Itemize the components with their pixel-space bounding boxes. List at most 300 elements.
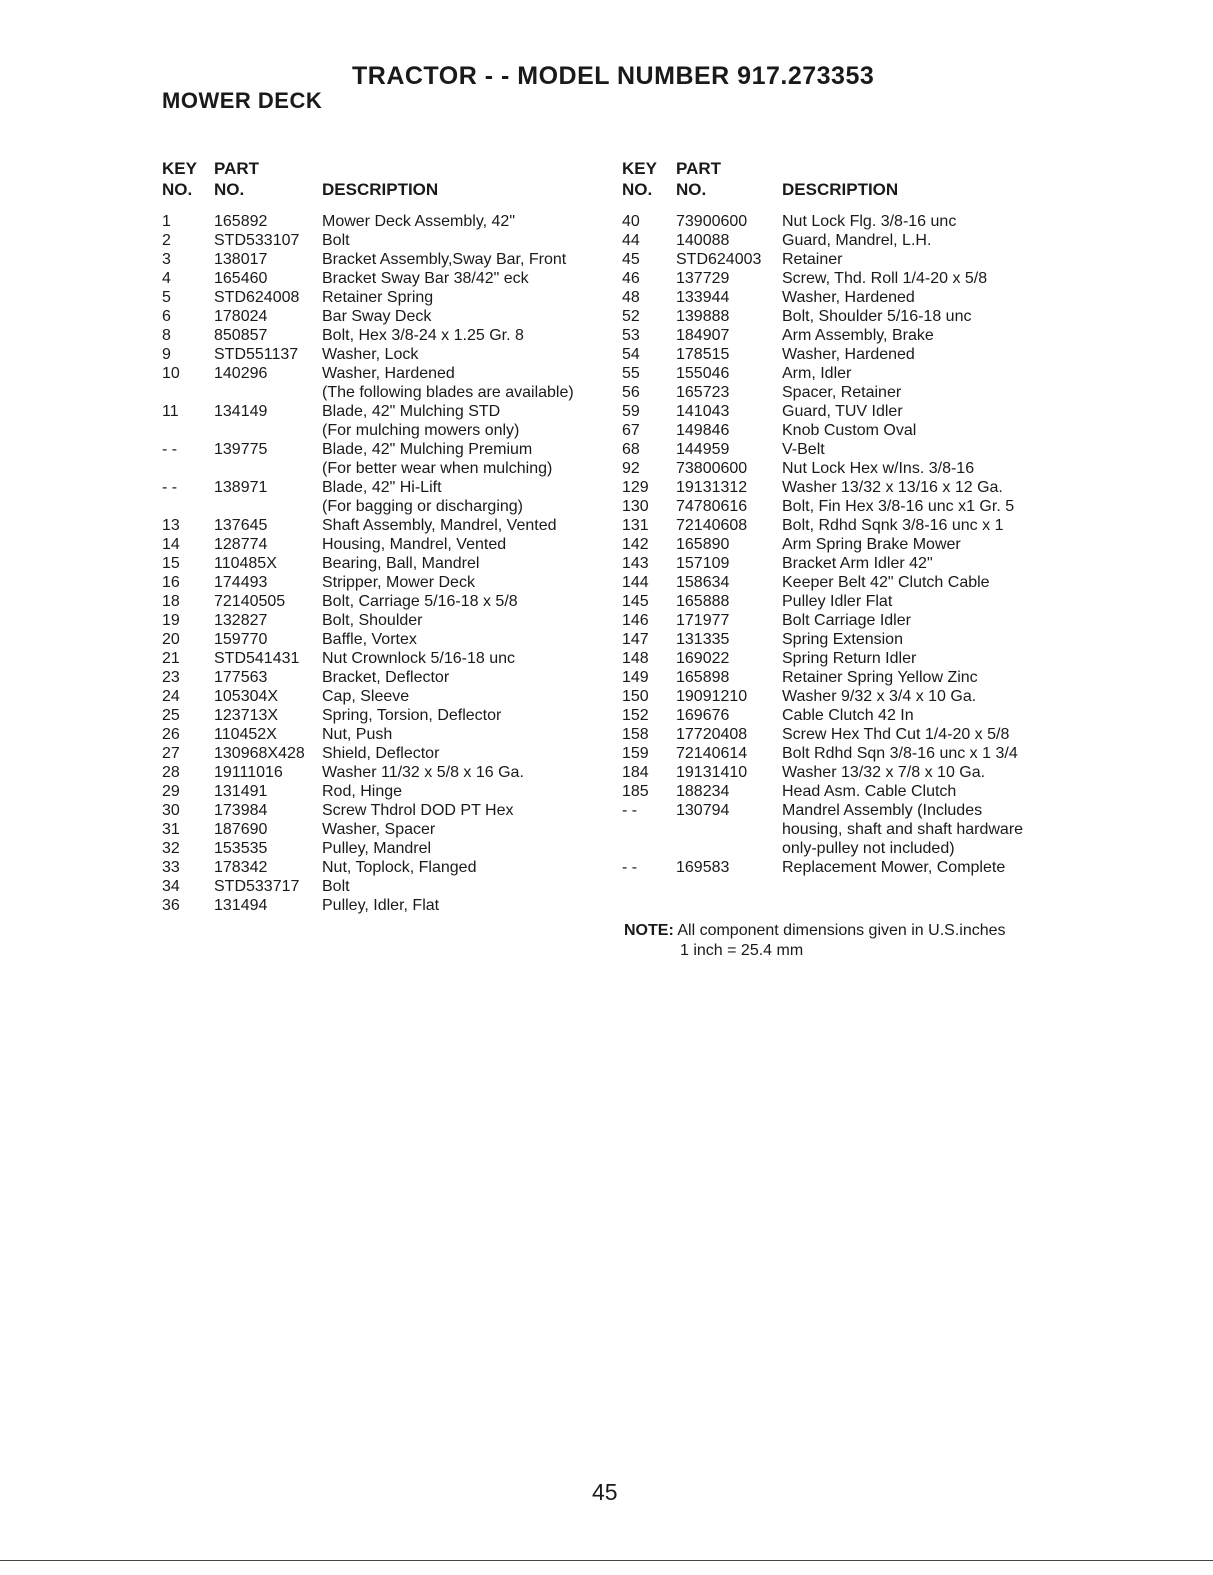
part-description: Shield, Deflector	[322, 745, 440, 762]
parts-row	[622, 497, 1062, 516]
part-number: 74780616	[676, 498, 748, 515]
key-number: 4	[162, 270, 171, 287]
part-description: Bracket Assembly,Sway Bar, Front	[322, 251, 567, 268]
part-description: Bolt	[322, 232, 350, 249]
parts-row	[622, 706, 1062, 725]
part-description: Washer, Lock	[322, 346, 419, 363]
key-number: 45	[622, 251, 640, 268]
parts-row	[622, 687, 1062, 706]
part-number: 141043	[676, 403, 730, 420]
part-description: Bolt Rdhd Sqn 3/8-16 unc x 1 3/4	[782, 745, 1018, 762]
part-description: Retainer Spring Yellow Zinc	[782, 669, 978, 686]
key-number: 5	[162, 289, 171, 306]
key-number: 27	[162, 745, 180, 762]
key-number: - -	[162, 441, 178, 458]
right-header-key	[622, 158, 657, 200]
part-description: Bar Sway Deck	[322, 308, 432, 325]
parts-row	[622, 440, 1062, 459]
part-number: STD624003	[676, 251, 762, 268]
part-number: 165892	[214, 213, 268, 230]
left-header-key-line2: NO.	[162, 180, 193, 199]
part-description: Spring, Torsion, Deflector	[322, 707, 502, 724]
key-number: 11	[162, 403, 179, 420]
part-description: Stripper, Mower Deck	[322, 574, 475, 591]
part-number: 144959	[676, 441, 730, 458]
part-number: 110485X	[214, 555, 277, 572]
part-description: Nut, Push	[322, 726, 393, 743]
part-number: 131491	[214, 783, 268, 800]
key-number: 21	[162, 650, 180, 667]
parts-row	[162, 592, 602, 611]
parts-row	[162, 231, 602, 250]
parts-row	[162, 763, 602, 782]
key-number: 149	[622, 669, 649, 686]
key-number: 143	[622, 555, 649, 572]
parts-row	[162, 630, 602, 649]
key-number: 48	[622, 289, 640, 306]
part-number: 72140505	[214, 593, 286, 610]
part-description: Spring Extension	[782, 631, 903, 648]
part-description: Replacement Mower, Complete	[782, 859, 1006, 876]
key-number: 18	[162, 593, 180, 610]
part-description: Washer 13/32 x 7/8 x 10 Ga.	[782, 764, 986, 781]
part-description: Bracket, Deflector	[322, 669, 450, 686]
parts-row	[622, 725, 1062, 744]
part-description: Cap, Sleeve	[322, 688, 410, 705]
left-header-key-line1: KEY	[162, 159, 197, 178]
part-number: 159770	[214, 631, 268, 648]
key-number: 59	[622, 403, 640, 420]
part-description: Cable Clutch 42 In	[782, 707, 914, 724]
key-number: 142	[622, 536, 649, 553]
part-description: Bolt, Hex 3/8-24 x 1.25 Gr. 8	[322, 327, 524, 344]
key-number: 54	[622, 346, 640, 363]
parts-row	[162, 459, 602, 478]
key-number: 24	[162, 688, 180, 705]
part-description: Washer, Hardened	[782, 289, 915, 306]
part-description: Bracket Sway Bar 38/42" eck	[322, 270, 529, 287]
parts-row	[622, 402, 1062, 421]
key-number: 130	[622, 498, 649, 515]
key-number: 34	[162, 878, 180, 895]
part-description: Washer, Spacer	[322, 821, 436, 838]
parts-row	[162, 687, 602, 706]
part-description: Retainer	[782, 251, 843, 268]
part-description: housing, shaft and shaft hardware	[782, 821, 1024, 838]
key-number: 184	[622, 764, 649, 781]
part-number: 149846	[676, 422, 730, 439]
part-number: 138971	[214, 479, 268, 496]
part-description: Washer 13/32 x 13/16 x 12 Ga.	[782, 479, 1003, 496]
key-number: 3	[162, 251, 171, 268]
key-number: 14	[162, 536, 180, 553]
key-number: 32	[162, 840, 180, 857]
page-title: TRACTOR - - MODEL NUMBER 917.273353	[352, 62, 875, 90]
parts-row	[162, 402, 602, 421]
parts-row	[162, 744, 602, 763]
part-number: 19091210	[676, 688, 748, 705]
parts-row	[162, 326, 602, 345]
key-number: 33	[162, 859, 180, 876]
left-header-part-line2: NO.	[214, 180, 245, 199]
key-number: 19	[162, 612, 180, 629]
part-number: STD533717	[214, 878, 300, 895]
part-number: STD624008	[214, 289, 300, 306]
part-description: V-Belt	[782, 441, 825, 458]
key-number: 147	[622, 631, 649, 648]
part-description: Head Asm. Cable Clutch	[782, 783, 957, 800]
part-number: 130794	[676, 802, 730, 819]
part-description: Knob Custom Oval	[782, 422, 917, 439]
parts-row	[622, 307, 1062, 326]
part-number: 165888	[676, 593, 730, 610]
part-number: 169022	[676, 650, 730, 667]
part-description: Washer, Hardened	[782, 346, 915, 363]
part-description: Washer 9/32 x 3/4 x 10 Ga.	[782, 688, 977, 705]
key-number: 92	[622, 460, 640, 477]
parts-row	[622, 345, 1062, 364]
part-number: 123713X	[214, 707, 279, 724]
parts-row	[622, 744, 1062, 763]
part-number: 132827	[214, 612, 268, 629]
key-number: 25	[162, 707, 180, 724]
parts-row	[622, 839, 1062, 858]
key-number: - -	[622, 802, 638, 819]
part-number: 140296	[214, 365, 268, 382]
part-number: 178515	[676, 346, 730, 363]
key-number: - -	[162, 479, 178, 496]
parts-row	[162, 250, 602, 269]
key-number: 159	[622, 745, 649, 762]
parts-row	[622, 459, 1062, 478]
parts-row	[162, 706, 602, 725]
part-number: 17720408	[676, 726, 748, 743]
parts-row	[622, 212, 1062, 231]
key-number: 30	[162, 802, 180, 819]
note-text: All component dimensions given in U.S.inches	[677, 922, 1006, 939]
right-header-key-line1: KEY	[622, 159, 657, 178]
parts-row	[162, 649, 602, 668]
key-number: 55	[622, 365, 640, 382]
part-description: Washer 11/32 x 5/8 x 16 Ga.	[322, 764, 524, 781]
part-number: 153535	[214, 840, 268, 857]
key-number: 67	[622, 422, 640, 439]
key-number: 68	[622, 441, 640, 458]
key-number: 1	[162, 213, 171, 230]
dimensions-note	[624, 921, 1006, 941]
key-number: 29	[162, 783, 180, 800]
parts-row	[622, 288, 1062, 307]
parts-row	[162, 383, 602, 402]
parts-row	[622, 763, 1062, 782]
part-description: (For mulching mowers only)	[322, 422, 520, 439]
part-description: Guard, TUV Idler	[782, 403, 903, 420]
parts-row	[622, 630, 1062, 649]
part-description: Guard, Mandrel, L.H.	[782, 232, 932, 249]
part-number: 184907	[676, 327, 730, 344]
part-description: Bracket Arm Idler 42"	[782, 555, 933, 572]
part-number: 137729	[676, 270, 730, 287]
parts-row	[622, 383, 1062, 402]
part-number: 188234	[676, 783, 730, 800]
page-number: 45	[592, 1479, 618, 1505]
key-number: 131	[622, 517, 649, 534]
parts-row	[162, 725, 602, 744]
part-description: Nut Crownlock 5/16-18 unc	[322, 650, 515, 667]
part-description: Washer, Hardened	[322, 365, 455, 382]
part-number: 850857	[214, 327, 268, 344]
part-description: Screw Thdrol DOD PT Hex	[322, 802, 514, 819]
key-number: 31	[162, 821, 180, 838]
part-description: Screw, Thd. Roll 1/4-20 x 5/8	[782, 270, 988, 287]
part-description: Shaft Assembly, Mandrel, Vented	[322, 517, 557, 534]
key-number: 6	[162, 308, 171, 325]
parts-row	[622, 611, 1062, 630]
part-number: 165460	[214, 270, 268, 287]
parts-row	[622, 820, 1062, 839]
parts-row	[162, 478, 602, 497]
parts-row	[622, 554, 1062, 573]
key-number: 8	[162, 327, 171, 344]
part-number: 133944	[676, 289, 730, 306]
part-number: STD541431	[214, 650, 300, 667]
part-number: STD551137	[214, 346, 299, 363]
part-description: Nut Lock Flg. 3/8-16 unc	[782, 213, 957, 230]
right-parts-list	[622, 212, 1062, 877]
parts-row	[162, 782, 602, 801]
part-description: Baffle, Vortex	[322, 631, 417, 648]
part-number: 134149	[214, 403, 268, 420]
parts-row	[162, 820, 602, 839]
key-number: 13	[162, 517, 180, 534]
part-description: Mandrel Assembly (Includes	[782, 802, 983, 819]
left-header-key	[162, 158, 197, 200]
parts-row	[162, 212, 602, 231]
parts-row	[622, 649, 1062, 668]
parts-row	[162, 345, 602, 364]
key-number: 129	[622, 479, 649, 496]
part-number: 171977	[676, 612, 730, 629]
right-header-key-line2: NO.	[622, 180, 653, 199]
parts-row	[622, 782, 1062, 801]
part-number: STD533107	[214, 232, 300, 249]
part-description: Blade, 42" Hi-Lift	[322, 479, 442, 496]
part-number: 177563	[214, 669, 268, 686]
key-number: 52	[622, 308, 640, 325]
parts-row	[162, 535, 602, 554]
part-number: 110452X	[214, 726, 277, 743]
part-number: 155046	[676, 365, 730, 382]
key-number: 36	[162, 897, 180, 914]
part-description: (For better wear when mulching)	[322, 460, 553, 477]
parts-row	[162, 288, 602, 307]
parts-row	[622, 364, 1062, 383]
right-header-description: DESCRIPTION	[782, 180, 899, 199]
part-number: 19111016	[214, 764, 283, 781]
key-number: - -	[622, 859, 638, 876]
part-description: Blade, 42" Mulching Premium	[322, 441, 533, 458]
part-number: 157109	[676, 555, 730, 572]
part-description: Screw Hex Thd Cut 1/4-20 x 5/8	[782, 726, 1010, 743]
part-description: Spring Return Idler	[782, 650, 917, 667]
part-description: Rod, Hinge	[322, 783, 403, 800]
left-header-part-line1: PART	[214, 159, 260, 178]
bottom-rule	[0, 1560, 1213, 1561]
parts-row	[162, 497, 602, 516]
part-description: Bolt, Rdhd Sqnk 3/8-16 unc x 1	[782, 517, 1004, 534]
part-description: Arm Assembly, Brake	[782, 327, 934, 344]
key-number: 145	[622, 593, 649, 610]
parts-row	[162, 554, 602, 573]
key-number: 9	[162, 346, 171, 363]
key-number: 158	[622, 726, 649, 743]
parts-row	[162, 269, 602, 288]
part-description: Housing, Mandrel, Vented	[322, 536, 507, 553]
key-number: 46	[622, 270, 640, 287]
part-number: 72140608	[676, 517, 748, 534]
parts-row	[162, 611, 602, 630]
part-description: Retainer Spring	[322, 289, 434, 306]
part-description: Bearing, Ball, Mandrel	[322, 555, 480, 572]
part-description: Arm, Idler	[782, 365, 852, 382]
part-description: (The following blades are available)	[322, 384, 574, 401]
part-number: 19131312	[676, 479, 748, 496]
part-number: 139888	[676, 308, 730, 325]
key-number: 10	[162, 365, 180, 382]
part-number: 178024	[214, 308, 268, 325]
part-description: only-pulley not included)	[782, 840, 955, 857]
parts-row	[622, 326, 1062, 345]
parts-row	[622, 858, 1062, 877]
part-description: Nut, Toplock, Flanged	[322, 859, 477, 876]
key-number: 23	[162, 669, 180, 686]
part-number: 131335	[676, 631, 730, 648]
left-parts-list	[162, 212, 602, 915]
key-number: 152	[622, 707, 649, 724]
note-label: NOTE:	[624, 922, 674, 939]
parts-row	[162, 573, 602, 592]
parts-row	[162, 801, 602, 820]
key-number: 26	[162, 726, 180, 743]
part-number: 73900600	[676, 213, 748, 230]
key-number: 144	[622, 574, 649, 591]
key-number: 53	[622, 327, 640, 344]
parts-row	[162, 839, 602, 858]
parts-row	[622, 801, 1062, 820]
part-number: 73800600	[676, 460, 748, 477]
part-description: Bolt	[322, 878, 350, 895]
key-number: 2	[162, 232, 171, 249]
part-number: 169676	[676, 707, 730, 724]
key-number: 40	[622, 213, 640, 230]
parts-row	[162, 440, 602, 459]
parts-row	[622, 421, 1062, 440]
section-title: MOWER DECK	[162, 88, 323, 113]
part-description: Bolt, Shoulder	[322, 612, 423, 629]
parts-row	[162, 858, 602, 877]
key-number: 44	[622, 232, 640, 249]
key-number: 185	[622, 783, 649, 800]
parts-row	[622, 478, 1062, 497]
part-number: 174493	[214, 574, 268, 591]
key-number: 148	[622, 650, 649, 667]
parts-row	[622, 592, 1062, 611]
key-number: 56	[622, 384, 640, 401]
part-number: 139775	[214, 441, 268, 458]
parts-row	[162, 668, 602, 687]
part-number: 165898	[676, 669, 730, 686]
key-number: 20	[162, 631, 180, 648]
part-number: 187690	[214, 821, 268, 838]
part-number: 72140614	[676, 745, 748, 762]
part-number: 105304X	[214, 688, 279, 705]
parts-row	[622, 250, 1062, 269]
part-description: Blade, 42" Mulching STD	[322, 403, 501, 420]
left-header-description: DESCRIPTION	[322, 180, 439, 199]
part-number: 131494	[214, 897, 268, 914]
parts-row	[162, 364, 602, 383]
part-description: Nut Lock Hex w/Ins. 3/8-16	[782, 460, 975, 477]
part-number: 130968X428	[214, 745, 305, 762]
right-header-part-line2: NO.	[676, 180, 707, 199]
part-description: Bolt, Shoulder 5/16-18 unc	[782, 308, 972, 325]
parts-row	[622, 573, 1062, 592]
note-conversion: 1 inch = 25.4 mm	[680, 942, 804, 959]
parts-row	[162, 896, 602, 915]
part-number: 137645	[214, 517, 268, 534]
part-number: 140088	[676, 232, 730, 249]
part-description: (For bagging or discharging)	[322, 498, 523, 515]
part-number: 158634	[676, 574, 730, 591]
key-number: 150	[622, 688, 649, 705]
key-number: 28	[162, 764, 180, 781]
part-number: 138017	[214, 251, 268, 268]
parts-row	[622, 231, 1062, 250]
parts-row	[162, 421, 602, 440]
part-description: Spacer, Retainer	[782, 384, 902, 401]
part-description: Bolt, Fin Hex 3/8-16 unc x1 Gr. 5	[782, 498, 1015, 515]
part-description: Bolt Carriage Idler	[782, 612, 911, 629]
part-description: Mower Deck Assembly, 42"	[322, 213, 515, 230]
parts-row	[622, 535, 1062, 554]
part-number: 165723	[676, 384, 730, 401]
parts-row	[622, 668, 1062, 687]
part-number: 178342	[214, 859, 268, 876]
parts-row	[162, 307, 602, 326]
parts-row	[622, 516, 1062, 535]
part-number: 169583	[676, 859, 730, 876]
part-description: Bolt, Carriage 5/16-18 x 5/8	[322, 593, 518, 610]
part-description: Pulley, Mandrel	[322, 840, 432, 857]
part-number: 173984	[214, 802, 268, 819]
parts-row	[622, 269, 1062, 288]
part-description: Keeper Belt 42" Clutch Cable	[782, 574, 990, 591]
key-number: 16	[162, 574, 180, 591]
key-number: 146	[622, 612, 649, 629]
part-number: 128774	[214, 536, 268, 553]
parts-row	[162, 877, 602, 896]
part-description: Pulley, Idler, Flat	[322, 897, 440, 914]
part-description: Arm Spring Brake Mower	[782, 536, 961, 553]
parts-row	[162, 516, 602, 535]
part-description: Pulley Idler Flat	[782, 593, 893, 610]
part-number: 19131410	[676, 764, 748, 781]
right-header-part-line1: PART	[676, 159, 722, 178]
key-number: 15	[162, 555, 180, 572]
left-header-part	[214, 158, 259, 200]
right-header-part	[676, 158, 721, 200]
part-number: 165890	[676, 536, 730, 553]
